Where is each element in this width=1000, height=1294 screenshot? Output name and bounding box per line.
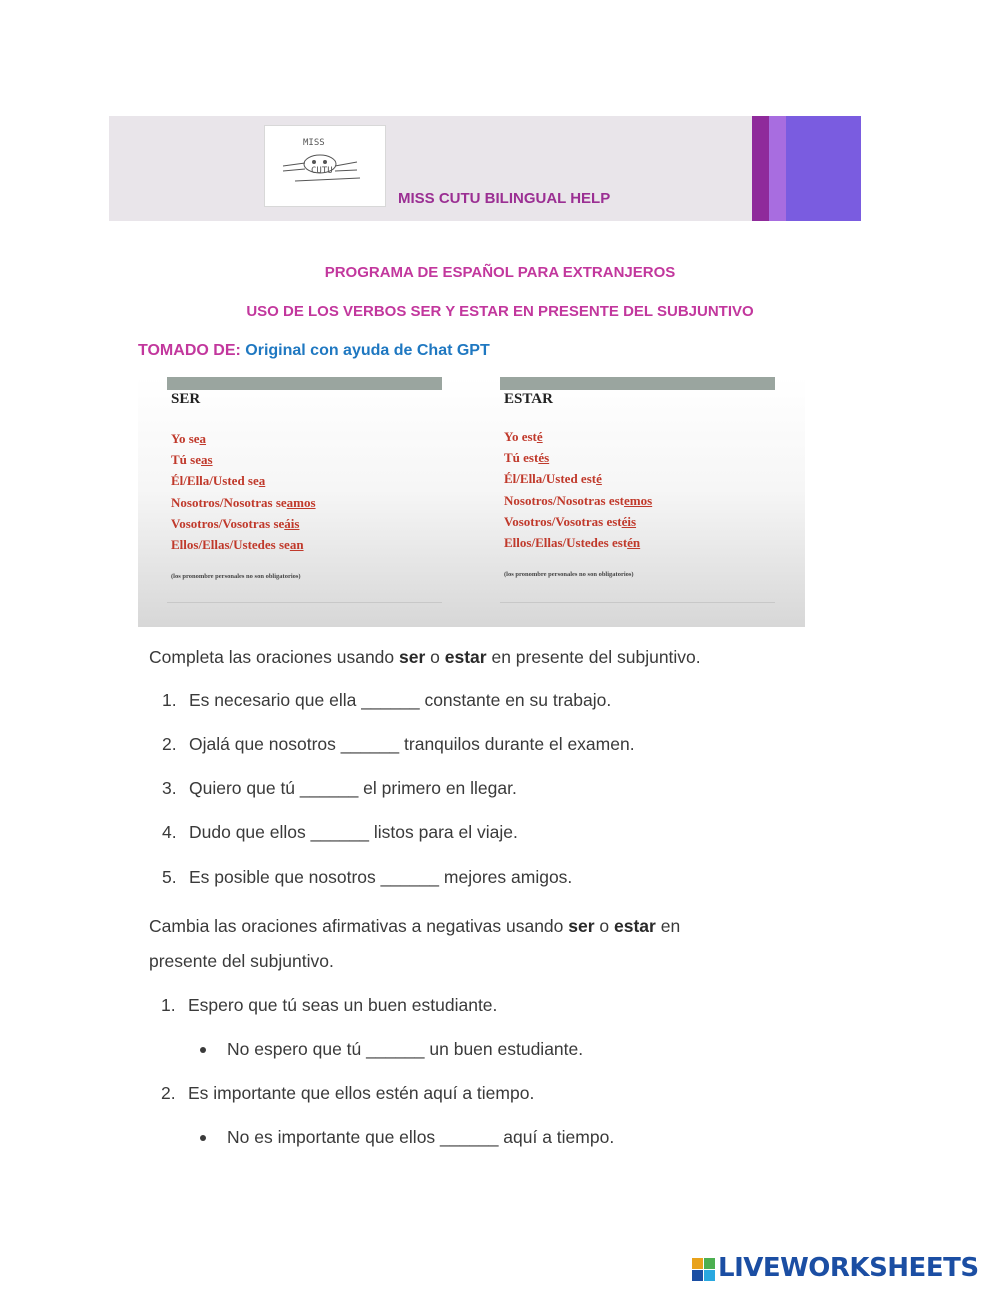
exercise2-instruction: Cambia las oraciones afirmativas a negativas usando ser o estar en bbox=[149, 916, 681, 936]
logo-text-top: MISS bbox=[303, 138, 325, 148]
conjugation-row: Tú estés bbox=[504, 450, 550, 466]
answer-sentence: No es importante que ellos ______ aquí a tiempo. bbox=[227, 1127, 615, 1147]
exercise1-instruction: Completa las oraciones usando ser o estar en presente del subjuntivo. bbox=[149, 647, 701, 667]
conjugation-image bbox=[138, 377, 805, 627]
item-number: 1. bbox=[161, 995, 176, 1015]
conjugation-row: Tú seas bbox=[171, 452, 213, 468]
conjugation-row: Yo esté bbox=[504, 429, 543, 444]
liveworksheets-brand: LIVEWORKSHEETS bbox=[718, 1253, 979, 1283]
divider bbox=[167, 602, 442, 603]
divider bbox=[500, 602, 775, 603]
program-title: PROGRAMA DE ESPAÑOL PARA EXTRANJEROS bbox=[324, 264, 676, 281]
item-number: 3. bbox=[162, 778, 177, 798]
item-number: 1. bbox=[162, 690, 177, 710]
ser-conjugation-list bbox=[171, 428, 316, 555]
brand-name: MISS CUTU BILINGUAL HELP bbox=[398, 190, 611, 207]
pronoun-note: (los pronombre personales no son obligatorios) bbox=[171, 573, 301, 580]
item-number: 2. bbox=[162, 734, 177, 754]
item-number: 2. bbox=[161, 1083, 176, 1103]
conjugation-row: Yo sea bbox=[171, 431, 207, 446]
estar-heading: ESTAR bbox=[504, 391, 553, 407]
header-stripe bbox=[769, 116, 786, 221]
column-header-bar bbox=[167, 377, 442, 390]
exercise2-instruction-line2: presente del subjuntivo. bbox=[149, 951, 334, 971]
topic-title: USO DE LOS VERBOS SER Y ESTAR EN PRESENTE DEL SUBJUNTIVO bbox=[246, 303, 754, 320]
exercise-sentence: Es importante que ellos estén aquí a tiempo. bbox=[188, 1083, 535, 1103]
header-stripe bbox=[786, 116, 861, 221]
conjugation-row: Nosotros/Nosotras estemos bbox=[504, 492, 653, 508]
pronoun-note: (los pronombre personales no son obligatorios) bbox=[504, 571, 634, 578]
source-value: Original con ayuda de Chat GPT bbox=[245, 342, 490, 359]
exercise-sentence: Es posible que nosotros ______ mejores amigos. bbox=[189, 867, 573, 887]
source-label: TOMADO DE: bbox=[138, 342, 241, 359]
bullet bbox=[200, 1047, 206, 1053]
conjugation-row: Él/Ella/Usted esté bbox=[504, 471, 602, 487]
column-header-bar bbox=[500, 377, 775, 390]
header-stripe bbox=[752, 116, 769, 221]
miss-cutu-logo bbox=[264, 125, 386, 207]
logo-text-bottom: CUTU bbox=[311, 166, 333, 176]
source-line bbox=[138, 342, 490, 360]
conjugation-row: Él/Ella/Usted sea bbox=[171, 473, 266, 489]
conjugation-row: Vosotros/Vosotras estéis bbox=[504, 513, 637, 529]
item-number: 4. bbox=[162, 822, 177, 842]
conjugation-row: Ellos/Ellas/Ustedes sean bbox=[171, 537, 304, 553]
answer-sentence: No espero que tú ______ un buen estudiante. bbox=[227, 1039, 584, 1059]
ser-heading: SER bbox=[171, 391, 201, 407]
conjugation-row: Ellos/Ellas/Ustedes estén bbox=[504, 535, 641, 551]
liveworksheets-icon bbox=[692, 1258, 716, 1282]
estar-column bbox=[500, 377, 775, 627]
exercise-sentence: Ojalá que nosotros ______ tranquilos durante el examen. bbox=[189, 734, 635, 754]
exercise-sentence: Dudo que ellos ______ listos para el viaje. bbox=[189, 822, 518, 842]
bullet bbox=[200, 1135, 206, 1141]
estar-conjugation-list bbox=[504, 426, 652, 553]
exercise-sentence: Espero que tú seas un buen estudiante. bbox=[188, 995, 498, 1015]
exercise-sentence: Quiero que tú ______ el primero en llegar. bbox=[189, 778, 517, 798]
item-number: 5. bbox=[162, 867, 177, 887]
ser-column bbox=[167, 377, 442, 627]
exercise-sentence: Es necesario que ella ______ constante en su trabajo. bbox=[189, 690, 612, 710]
conjugation-row: Vosotros/Vosotras seáis bbox=[171, 515, 300, 531]
conjugation-row: Nosotros/Nosotras seamos bbox=[171, 494, 316, 510]
